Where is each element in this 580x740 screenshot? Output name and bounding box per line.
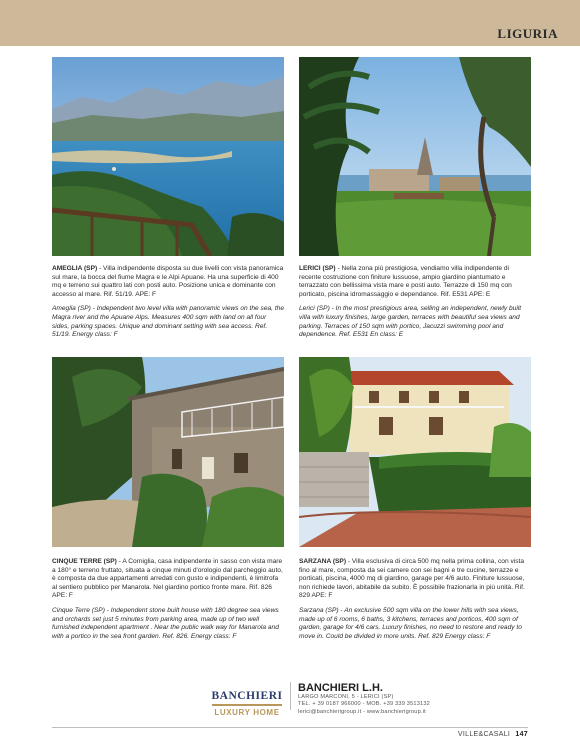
agency-contact xyxy=(298,682,498,716)
listing-title: SARZANA (SP) xyxy=(299,558,347,565)
bottom-rule xyxy=(52,727,528,728)
ameglia-description xyxy=(52,265,284,345)
listing-text-en: Lerici (SP) - In the most prestigious area, selling an independent, newly built villa with luxury finishes, large garden, terraces with beautiful sea views and parking. Terraces of 150 sqm with portico, Jacuzzi swimming pool and dependence. Ref. E531 En class: E xyxy=(299,305,522,339)
cinque-terre-photo xyxy=(52,357,284,547)
footer-divider xyxy=(290,682,291,710)
listing-title: AMEGLIA (SP) xyxy=(52,265,98,272)
listing-title: LERICI (SP) xyxy=(299,265,336,272)
listing-title: CINQUE TERRE (SP) xyxy=(52,558,117,565)
logo-subtitle: LUXURY HOME xyxy=(214,707,280,717)
listing-text-en: Cinque Terre (SP) - Independent stone built house with 180 degree sea views and orchards set just 5 minutes from parking area, made up of two well furnished independent apartment . Near the public walk way for Manarola and with a portico in the sea front garden. Ref. 826. Energy class: F xyxy=(52,606,279,640)
agency-phone: TEL. + 39 0187 966000 - MOB. +39 339 3513132 xyxy=(298,701,430,708)
logo-divider xyxy=(212,704,282,706)
listing-text-en: Ameglia (SP) - Independent two level villa with panoramic views on the sea, the Magra river and the Apuane Alps. Measures 400 sqm with land on all four sides, parking spaces. Unique and dominant setting with sea access. Ref. 51/19. Energy class: F xyxy=(52,305,284,339)
listing-text-en: Sarzana (SP) - An exclusive 500 sqm villa on the lower hills with sea views, made up of 6 rooms, 6 baths, 3 kitchens, terraces and porticos, 400 sqm of garden, garage for 4/6 cars. Luxury finishes, no need to restore and ready to move in. Could be divided in more units. Ref. 829 Energy class: F xyxy=(299,606,522,640)
sarzana-photo xyxy=(299,357,531,547)
sarzana-description xyxy=(299,558,531,673)
agency-web[interactable]: lerici@banchierigroup.it - www.banchierigroup.it xyxy=(298,708,426,715)
page-number: 147 xyxy=(515,731,528,738)
ameglia-photo xyxy=(52,57,284,256)
agency-name: BANCHIERI L.H. xyxy=(298,682,383,694)
listing-text-it: - A Corniglia, casa indipendente in sasso con vista mare a 180° e terreno fruttato, situata a cinque minuti d'orologio dal parcheggio auto, è composta da due appartamenti arredati con gusto e indipendenti, è limitrofa al sentiero pubblico per Manarola. Nel giardino portico fronte mare. Rif. 826 APE: F xyxy=(52,558,283,600)
header-band xyxy=(0,0,580,46)
listing-text-it: - Villa indipendente disposta su due livelli con vista panoramica sul mare, la bocca del fiume Magra e le Alpi Apuane. Ha una superficie di 400 mq e terreno sui quattro lati con posti auto. Posizione unica e dominante con accesso al mare. Rif. 51/19. APE: F xyxy=(52,265,284,298)
logo-name: BANCHIERI xyxy=(211,690,283,702)
region-title: LIGURIA xyxy=(497,26,558,41)
agency-address: LARGO MARCONI, 5 - LERICI (SP) xyxy=(298,694,394,700)
page-footer xyxy=(458,731,528,738)
listing-text-it: - Villa esclusiva di circa 500 mq nella prima collina, con vista fino al mare, composta da sei camere con sei bagni e tre cucine, terrazze e porticati, piscina, 4000 mq di giardino, garage per 4/6 auto. Finiture lussuose, non richiede lavori, abitabile da subito. È possibile frazionarla in più unità. Rif. 829 APE: F xyxy=(299,558,525,600)
magazine-name: VILLE&CASALI xyxy=(457,731,511,738)
listing-text-it: - Nella zona più prestigiosa, vendiamo villa indipendente di recente costruzione con finiture lussuose, ampio giardino piantumato e terrazzato con bellissima vista mare e posti auto. Terrazze di 150 mq con porticato, piscina idromassaggio e dependance. Rif. E531 APE: E xyxy=(299,265,512,298)
agency-logo xyxy=(208,690,286,730)
lerici-description xyxy=(299,265,531,345)
cinque-terre-description xyxy=(52,558,284,673)
lerici-photo xyxy=(299,57,531,256)
